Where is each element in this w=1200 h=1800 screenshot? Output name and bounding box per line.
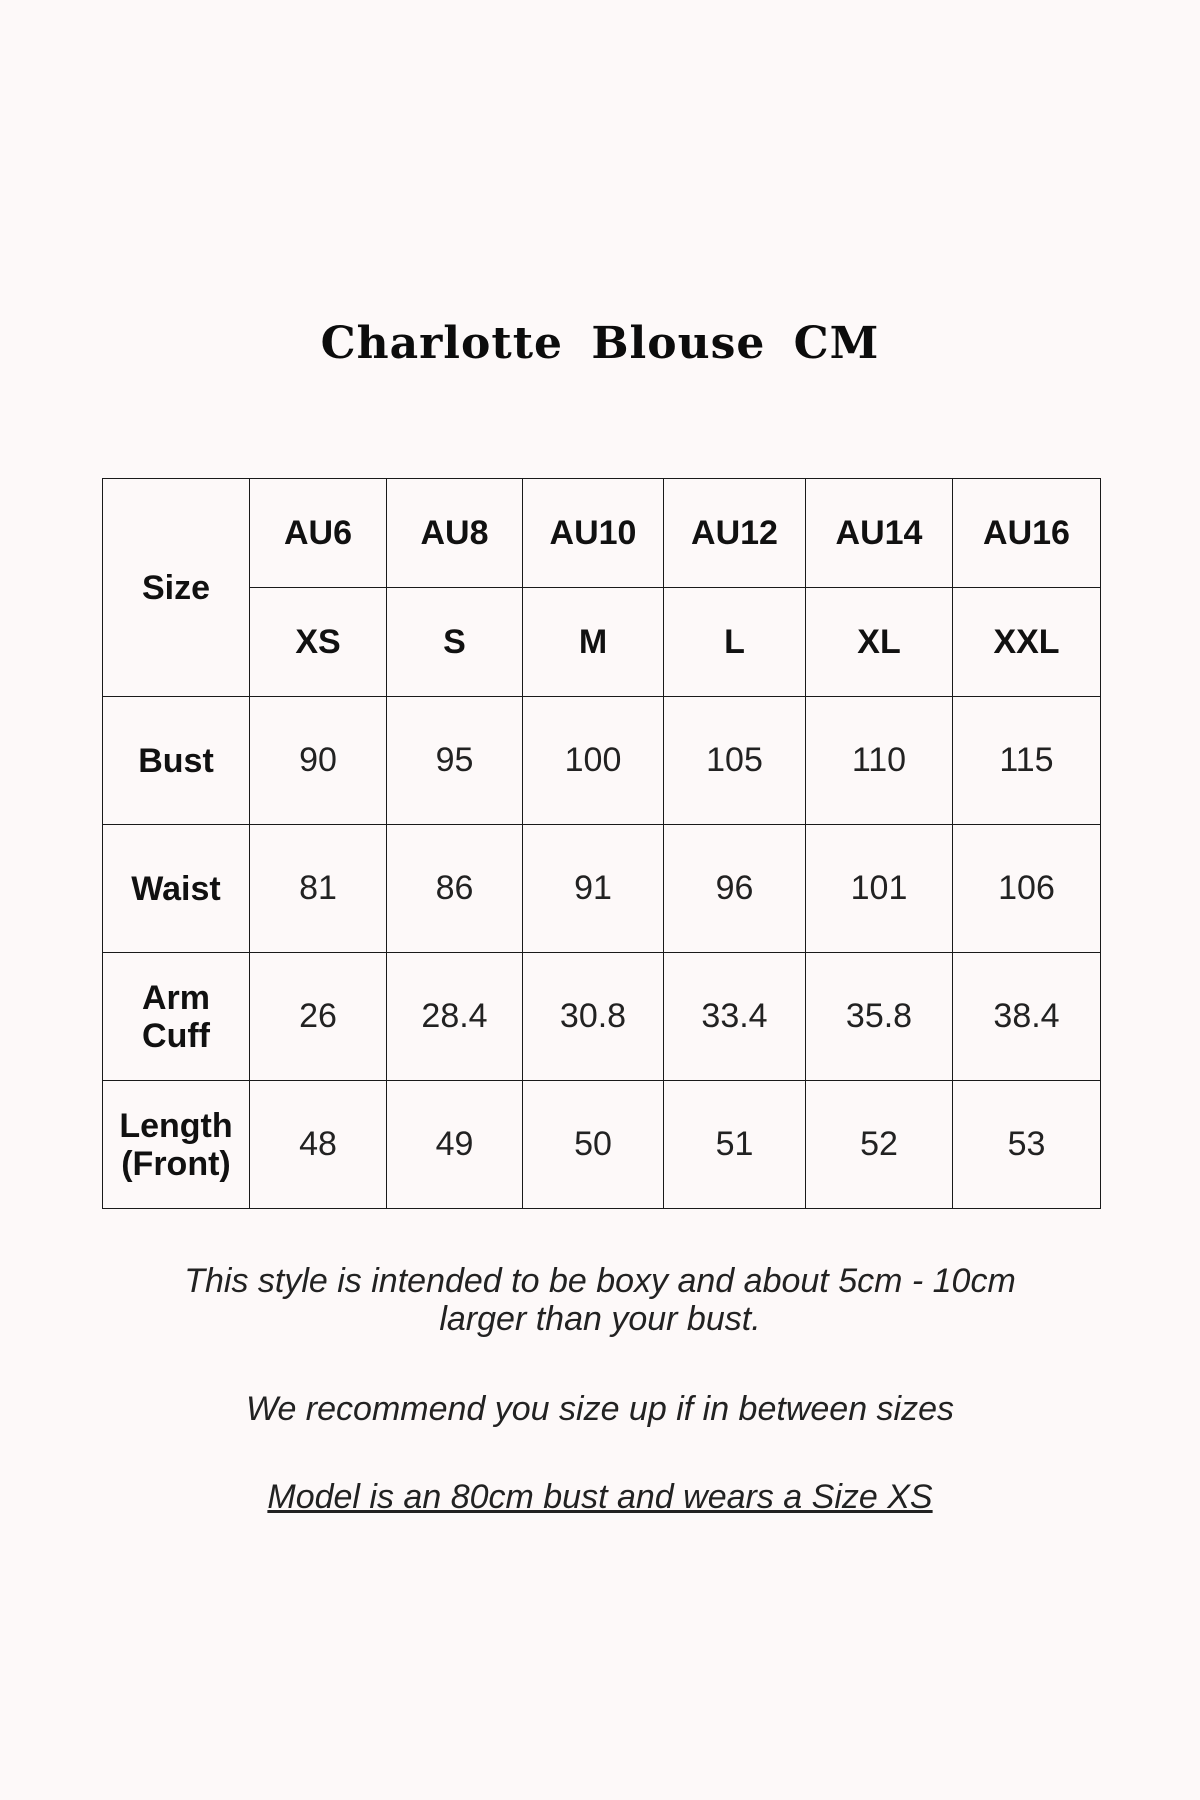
table-cell: 35.8 (806, 953, 953, 1081)
table-cell: 81 (250, 825, 387, 953)
row-label-arm-cuff (103, 953, 250, 1081)
table-cell: 51 (664, 1081, 806, 1209)
header-row-au (103, 479, 1101, 588)
table-cell: 50 (523, 1081, 664, 1209)
row-label-line: Bust (138, 741, 214, 780)
au-size-header: AU6 (250, 479, 387, 588)
letter-size-header: XL (806, 588, 953, 697)
row-label-line: Arm (141, 978, 211, 1017)
table-row-bust (103, 697, 1101, 825)
letter-size-header: S (387, 588, 523, 697)
size-up-note: We recommend you size up if in between sizes (245, 1390, 955, 1428)
table-cell: 100 (523, 697, 664, 825)
row-label-length (103, 1081, 250, 1209)
row-label-line: Waist (131, 869, 221, 908)
table-cell: 53 (953, 1081, 1101, 1209)
au-size-header: AU16 (953, 479, 1101, 588)
size-chart-table (102, 478, 1101, 1209)
row-label-bust (103, 697, 250, 825)
table-cell: 90 (250, 697, 387, 825)
letter-size-header: XS (250, 588, 387, 697)
boxy-fit-note-line: This style is intended to be boxy and about 5cm - 10cm (184, 1262, 1016, 1300)
boxy-fit-note (0, 1262, 1200, 1338)
table-cell: 48 (250, 1081, 387, 1209)
row-label-line: Length (119, 1106, 233, 1145)
row-label-line: (Front) (121, 1144, 231, 1183)
table-cell: 86 (387, 825, 523, 953)
au-size-header: AU10 (523, 479, 664, 588)
row-label-line: Cuff (142, 1016, 210, 1055)
letter-size-header: M (523, 588, 664, 697)
table-cell: 26 (250, 953, 387, 1081)
table-cell: 33.4 (664, 953, 806, 1081)
table-cell: 30.8 (523, 953, 664, 1081)
table-row-length (103, 1081, 1101, 1209)
letter-size-header: L (664, 588, 806, 697)
table-cell: 95 (387, 697, 523, 825)
page-title: Charlotte Blouse CM (320, 318, 880, 369)
header-row-letter (103, 588, 1101, 697)
table-cell: 101 (806, 825, 953, 953)
table-cell: 106 (953, 825, 1101, 953)
table-cell: 115 (953, 697, 1101, 825)
au-size-header: AU12 (664, 479, 806, 588)
table-row-waist (103, 825, 1101, 953)
table-cell: 110 (806, 697, 953, 825)
boxy-fit-note-line: larger than your bust. (439, 1300, 761, 1338)
model-size-note: Model is an 80cm bust and wears a Size XS (267, 1478, 933, 1516)
au-size-header: AU14 (806, 479, 953, 588)
au-size-header: AU8 (387, 479, 523, 588)
size-label: Size (103, 479, 250, 697)
table-cell: 91 (523, 825, 664, 953)
row-label-waist (103, 825, 250, 953)
table-cell: 96 (664, 825, 806, 953)
table-cell: 38.4 (953, 953, 1101, 1081)
table-cell: 28.4 (387, 953, 523, 1081)
table-row-arm-cuff (103, 953, 1101, 1081)
letter-size-header: XXL (953, 588, 1101, 697)
table-cell: 105 (664, 697, 806, 825)
table-cell: 49 (387, 1081, 523, 1209)
table-cell: 52 (806, 1081, 953, 1209)
